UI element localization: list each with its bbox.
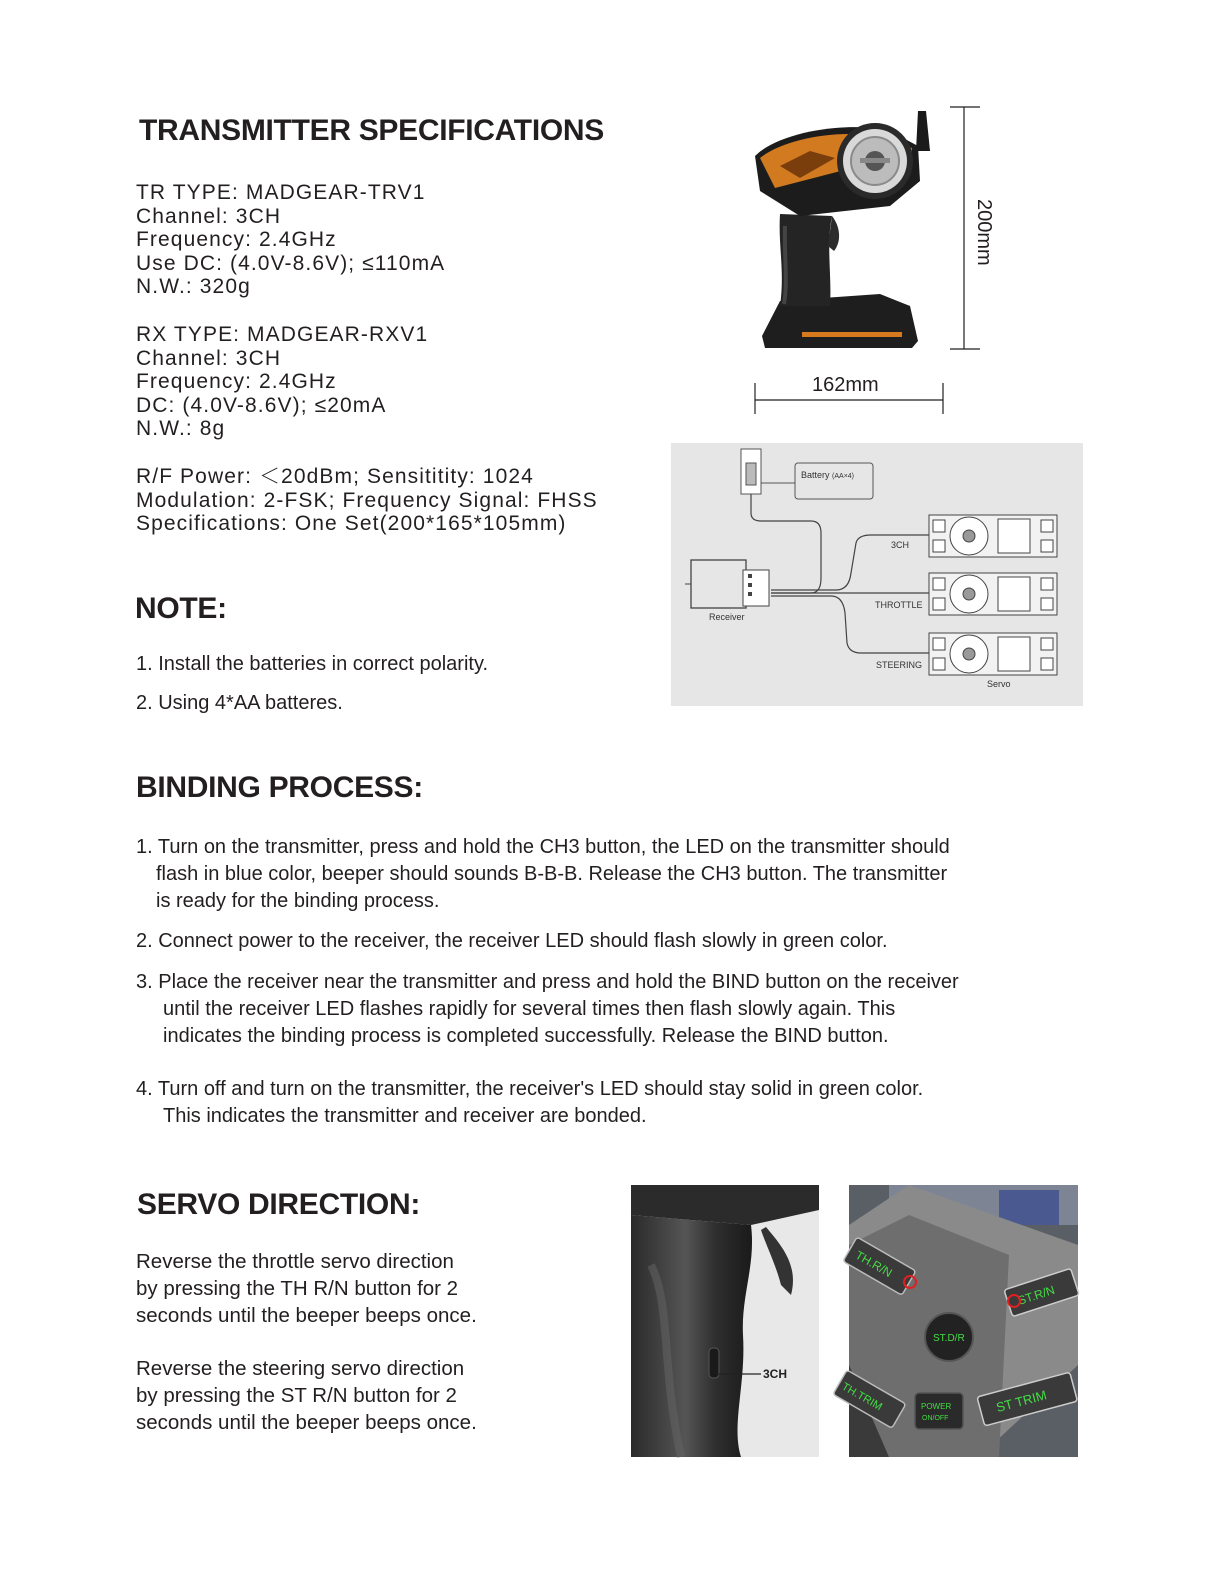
width-dimension-label: 162mm	[812, 374, 879, 396]
st-rn-button-label: ST.R/N	[1015, 1282, 1057, 1308]
tx-frequency: Frequency: 2.4GHz	[136, 228, 337, 252]
rx-spec-list	[136, 323, 428, 441]
th-rn-button-label: TH.R/N	[852, 1247, 895, 1281]
servo-steering-line-2: by pressing the ST R/N button for 2	[136, 1384, 457, 1407]
servo-throttle	[929, 573, 1057, 615]
rx-weight: N.W.: 8g	[136, 417, 226, 441]
servo-throttle-line-1: Reverse the throttle servo direction	[136, 1250, 454, 1273]
binding-step-4-line-1: 4. Turn off and turn on the transmitter, the receiver's LED should stay solid in green color.	[136, 1078, 924, 1100]
servo-steering-paragraph	[136, 1355, 477, 1436]
tx-dc: Use DC: (4.0V-8.6V); ≤110mA	[136, 251, 446, 275]
tx-weight: N.W.: 320g	[136, 275, 251, 299]
binding-step-3-line-1: 3. Place the receiver near the transmitter and press and hold the BIND button on the receiver	[136, 971, 959, 993]
grip-ch3-photo	[631, 1185, 819, 1457]
set-specifications: Specifications: One Set(200*165*105mm)	[136, 512, 567, 536]
binding-step-3-line-2: until the receiver LED flashes rapidly for several times then flash slowly again. This	[163, 998, 896, 1020]
servo-label: Servo	[987, 679, 1011, 689]
throttle-wire-label: THROTTLE	[875, 600, 923, 610]
note-item-1: 1. Install the batteries in correct polarity.	[136, 653, 489, 675]
control-buttons-photo	[839, 1185, 1078, 1457]
servo-steering	[929, 633, 1057, 675]
transmitter-dimension-figure	[740, 96, 1020, 426]
steering-wire-label: STEERING	[876, 660, 923, 670]
rx-type: RX TYPE: MADGEAR-RXV1	[136, 323, 429, 346]
tx-type: TR TYPE: MADGEAR-TRV1	[136, 181, 426, 204]
note-title: NOTE:	[135, 592, 227, 625]
binding-step-4-line-2: This indicates the transmitter and receiver are bonded.	[163, 1105, 647, 1127]
ch3-button-label: 3CH	[763, 1367, 788, 1381]
binding-step-3-line-3: indicates the binding process is completed successfully. Release the BIND button.	[163, 1025, 889, 1047]
tx-channel: Channel: 3CH	[136, 204, 282, 228]
power-button-sublabel: ON/OFF	[922, 1415, 949, 1422]
note-list	[136, 651, 636, 731]
binding-step-1-line-2: flash in blue color, beeper should sounds B-B-B. Release the CH3 button. The transmitter	[156, 863, 948, 885]
binding-step-1-line-1: 1. Turn on the transmitter, press and hold the CH3 button, the LED on the transmitter should	[136, 836, 950, 858]
servo-throttle-line-3: seconds until the beeper beeps once.	[136, 1304, 477, 1327]
receiver-label: Receiver	[709, 612, 745, 622]
transmitter-illustration	[755, 111, 930, 348]
height-dimension-label: 200mm	[973, 199, 995, 266]
rf-power: R/F Power: ＜20dBm; Sensititity: 1024	[136, 465, 534, 488]
tx-spec-list	[136, 181, 445, 299]
binding-step-2: 2. Connect power to the receiver, the receiver LED should flash slowly in green color.	[136, 930, 888, 952]
battery-label: Battery	[801, 470, 830, 480]
binding-step-1-line-3: is ready for the binding process.	[156, 890, 440, 912]
power-button-label: POWER	[921, 1402, 952, 1411]
note-item-2: 2. Using 4*AA batteres.	[136, 692, 343, 714]
servo-ch3	[929, 515, 1057, 557]
binding-steps	[136, 834, 1116, 1134]
servo-throttle-paragraph	[136, 1248, 477, 1329]
rx-dc: DC: (4.0V-8.6V); ≤20mA	[136, 393, 387, 417]
ch3-wire-label: 3CH	[891, 540, 910, 550]
st-dr-knob-label: ST.D/R	[933, 1333, 965, 1344]
servo-title: SERVO DIRECTION:	[137, 1188, 421, 1221]
servo-steering-line-1: Reverse the steering servo direction	[136, 1357, 465, 1380]
binding-title: BINDING PROCESS:	[136, 771, 423, 804]
servo-throttle-line-2: by pressing the TH R/N button for 2	[136, 1277, 459, 1300]
wiring-diagram	[671, 443, 1083, 706]
modulation: Modulation: 2-FSK; Frequency Signal: FHSS	[136, 488, 598, 512]
misc-spec-list	[136, 465, 598, 536]
st-trim-button-label: ST TRIM	[994, 1387, 1049, 1416]
rx-frequency: Frequency: 2.4GHz	[136, 370, 337, 394]
th-trim-button-label: TH.TRIM	[839, 1380, 885, 1414]
spec-title: TRANSMITTER SPECIFICATIONS	[139, 114, 604, 147]
servo-steering-line-3: seconds until the beeper beeps once.	[136, 1411, 477, 1434]
battery-note: (AA×4)	[832, 473, 855, 480]
rx-channel: Channel: 3CH	[136, 346, 282, 370]
